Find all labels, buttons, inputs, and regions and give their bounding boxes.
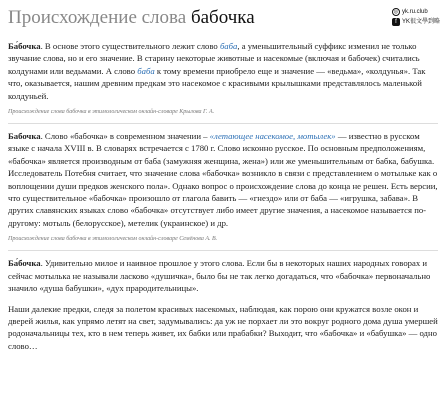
- p2-text-b: — известно в русском языке с начала XVIII в. В словарях встречается с 1780 г. Слово исконно русское. По основным предположениям, «бабочка» является производным от баба (замужняя женщина, жена») или же уменьшительным от бабка, бабушка. Исследователь Потебня считает, что значение слова «бабочка» возникло в связи с представлением о мотыльке как о воплощении души предков женского пола». Однако вопрос о происхождение слова до конца не решен. Есть версии, что существительное «бабочка» произошло от глагола бавить — «гнездо» или от баба — «игрушка, забава». В других славянских языках слово «бабочка» отсутствует либо имеет другие значения, а насекомое называется по-другому: мотыль (белорусское), метелик (украинское) и др.: [8, 131, 438, 228]
- divider-2: [8, 250, 438, 251]
- p1-text-b: , а уменьшительный суффикс изменил не только звучание слова, но и его значение. В старину некоторые животные и насекомые (включая и бабочек) считались колдунами или ведьмами. А слово: [8, 41, 420, 76]
- source-note-2: Происхождение слова бабочка в этимологическом онлайн-словаре Семёнова А. В.: [8, 236, 218, 243]
- source-note-1: Происхождение слова бабочка в этимологическом онлайн-словаре Крылова Г. А.: [8, 109, 215, 116]
- p3-text: . Удивительно милое и наивное прошлое у этого слова. Если бы в некоторых наших народных говорах и сейчас мотылька не называли ласково «душичка», было бы не так легко догадаться, что «бабочка» первоначально значило «душа бабушки», «дух прародительницы».: [8, 258, 431, 294]
- brand-social-row: [392, 17, 440, 27]
- page-title: [8, 5, 438, 31]
- brand-social: YK很文學到略: [401, 19, 440, 25]
- p2-text-a: . Слово «бабочка» в современном значении –: [40, 131, 210, 142]
- paragraph-4: Наши далекие предки, следя за полетом красивых насекомых, наблюдая, как порою они кружатся возле окон и дверей жилья, как упрямо летят на свет, задумывались: да уж не порхает ли это вокруг родного дома душа умершей родоначальницы тех, кто в нем теперь живет, их бабки или прабабки? Выходит, что «бабочка» и «бабушка» — одно слово…: [8, 303, 438, 351]
- paragraph-1: [8, 40, 438, 102]
- brand-watermark: [392, 7, 440, 27]
- title-word: бабочка: [190, 7, 255, 28]
- divider-1: [8, 123, 438, 124]
- globe-icon: ◎: [393, 9, 399, 15]
- link-baba-2[interactable]: баба: [137, 65, 155, 76]
- headword-3: Ба́бочка: [8, 258, 41, 269]
- link-baba-1[interactable]: баба: [219, 41, 238, 51]
- title-prefix: Происхождение слова: [8, 7, 191, 28]
- brand-site: yk.ru.club: [401, 9, 428, 15]
- headword-2: Бабочка: [8, 131, 41, 142]
- p1-text-a: . В основе этого существительного лежит слово: [40, 41, 220, 51]
- paragraph-2: [8, 130, 438, 229]
- headword-1: Ба́бочка: [8, 41, 41, 51]
- paragraph-3: [8, 257, 438, 294]
- facebook-icon: f: [392, 18, 400, 26]
- p1-text-c: к тому времени приобрело еще и значение — «ведьма», «колдунья». Так что, оказывается, нашим древним предкам это насекомое с красивыми крылышками представлялось маленькой колдуньей.: [8, 65, 426, 101]
- brand-site-row: [392, 7, 440, 17]
- header: [8, 5, 438, 31]
- definition-link[interactable]: «летающее насекомое, мотылек»: [209, 131, 336, 142]
